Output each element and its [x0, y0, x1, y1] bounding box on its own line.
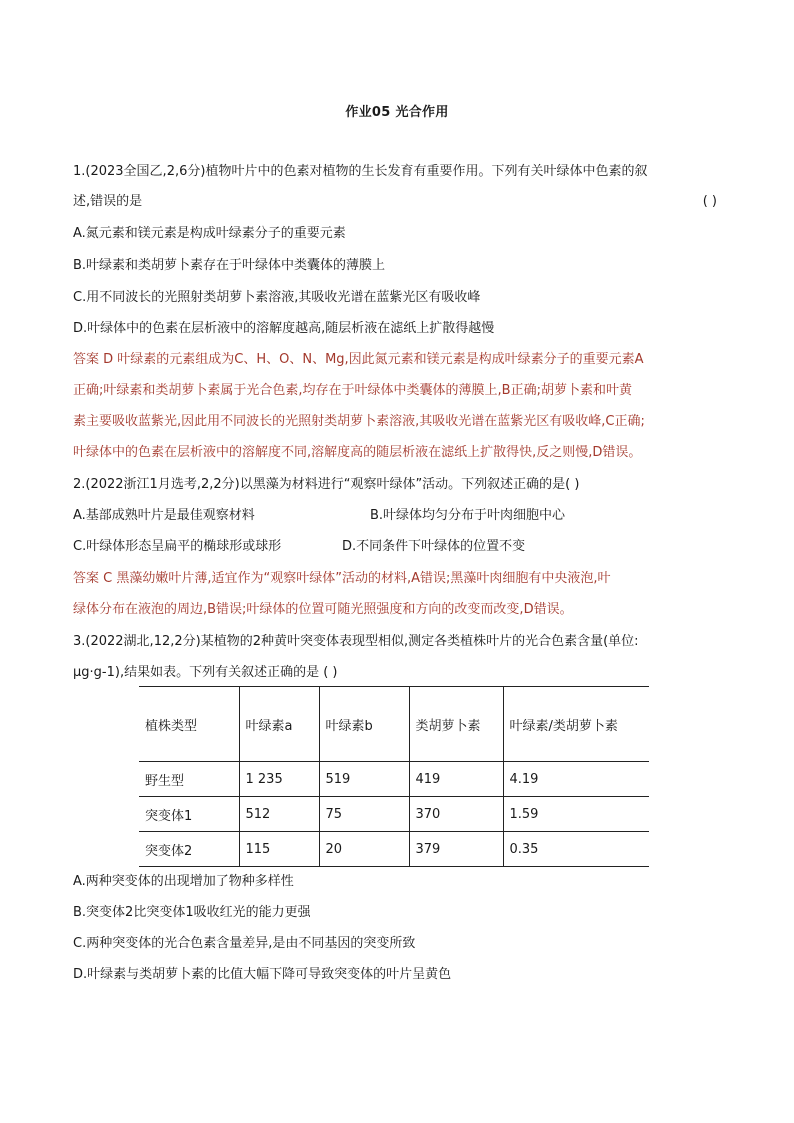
q1-answer-line4: 叶绿体中的色素在层析液中的溶解度不同,溶解度高的随层析液在滤纸上扩散得快,反之则慢,D错误。	[73, 445, 642, 460]
q2-option-b: B.叶绿体均匀分布于叶肉细胞中心	[370, 508, 566, 523]
table-row	[139, 832, 649, 867]
q3-stem-line1: 3.(2022湖北,12,2分)某植物的2种黄叶突变体表现型相似,测定各类植株叶片的光合色素含量(单位:	[73, 634, 639, 649]
q1-option-b: B.叶绿素和类胡萝卜素存在于叶绿体中类囊体的薄膜上	[73, 258, 386, 273]
table-row	[139, 762, 649, 797]
table-header-cell: 叶绿素a	[239, 687, 319, 762]
table-cell: 370	[409, 797, 503, 832]
table-cell: 379	[409, 832, 503, 867]
table-cell: 野生型	[145, 773, 185, 789]
q2-option-c: C.叶绿体形态呈扁平的椭球形或球形	[73, 539, 282, 554]
q1-stem-text: 述,错误的是	[73, 194, 143, 209]
q2-option-d: D.不同条件下叶绿体的位置不变	[342, 539, 526, 554]
table-cell: 4.19	[503, 762, 649, 797]
q2-options-row1	[73, 508, 713, 524]
pigment-table	[139, 686, 649, 867]
q3-option-a: A.两种突变体的出现增加了物种多样性	[73, 874, 294, 889]
q1-option-d: D.叶绿体中的色素在层析液中的溶解度越高,随层析液在滤纸上扩散得越慢	[73, 321, 495, 336]
page-title: 作业05 光合作用	[345, 105, 449, 120]
q2-options-row2	[73, 539, 713, 555]
table-header-cell: 类胡萝卜素	[409, 687, 503, 762]
q3-option-c: C.两种突变体的光合色素含量差异,是由不同基因的突变所致	[73, 936, 416, 951]
q3-stem-line2: μg·g-1),结果如表。下列有关叙述正确的是 ( )	[73, 665, 338, 680]
q2-stem: 2.(2022浙江1月选考,2,2分)以黑藻为材料进行“观察叶绿体”活动。下列叙述正确的是( )	[73, 477, 580, 492]
q1-answer-line2: 正确;叶绿素和类胡萝卜素属于光合色素,均存在于叶绿体中类囊体的薄膜上,B正确;胡萝卜素和叶黄	[73, 383, 632, 398]
table-cell: 419	[409, 762, 503, 797]
q1-stem-line1: 1.(2023全国乙,2,6分)植物叶片中的色素对植物的生长发育有重要作用。下列有关叶绿体中色素的叙	[73, 164, 648, 179]
table-cell: 75	[319, 797, 409, 832]
table-cell: 115	[239, 832, 319, 867]
q3-option-d: D.叶绿素与类胡萝卜素的比值大幅下降可导致突变体的叶片呈黄色	[73, 967, 452, 982]
q3-option-b: B.突变体2比突变体1吸收红光的能力更强	[73, 905, 311, 920]
table-cell: 1 235	[239, 762, 319, 797]
q1-option-a: A.氮元素和镁元素是构成叶绿素分子的重要元素	[73, 226, 346, 241]
table-cell: 512	[239, 797, 319, 832]
q1-option-c: C.用不同波长的光照射类胡萝卜素溶液,其吸收光谱在蓝紫光区有吸收峰	[73, 290, 481, 305]
table-row	[139, 797, 649, 832]
table-header-cell: 植株类型	[145, 718, 198, 734]
q2-option-a: A.基部成熟叶片是最佳观察材料	[73, 508, 255, 523]
table-cell: 1.59	[503, 797, 649, 832]
table-header-cell: 叶绿素b	[319, 687, 409, 762]
table-header-row	[139, 687, 649, 762]
table-header-cell: 叶绿素/类胡萝卜素	[503, 687, 649, 762]
table-cell: 0.35	[503, 832, 649, 867]
q2-answer-line1: 答案 C 黑藻幼嫩叶片薄,适宜作为“观察叶绿体”活动的材料,A错误;黑藻叶肉细胞有中央液泡,叶	[73, 571, 611, 586]
table-cell: 20	[319, 832, 409, 867]
table-cell: 突变体1	[145, 808, 193, 824]
q2-answer-line2: 绿体分布在液泡的周边,B错误;叶绿体的位置可随光照强度和方向的改变而改变,D错误。	[73, 602, 573, 617]
q1-stem-line2	[73, 194, 721, 210]
table-cell: 突变体2	[145, 843, 193, 859]
q1-answer-line3: 素主要吸收蓝紫光,因此用不同波长的光照射类胡萝卜素溶液,其吸收光谱在蓝紫光区有吸收峰,C正确;	[73, 414, 645, 429]
table-cell: 519	[319, 762, 409, 797]
q1-answer-line1: 答案 D 叶绿素的元素组成为C、H、O、N、Mg,因此氮元素和镁元素是构成叶绿素分子的重要元素A	[73, 352, 644, 367]
q1-answer-paren: ( )	[702, 194, 717, 209]
